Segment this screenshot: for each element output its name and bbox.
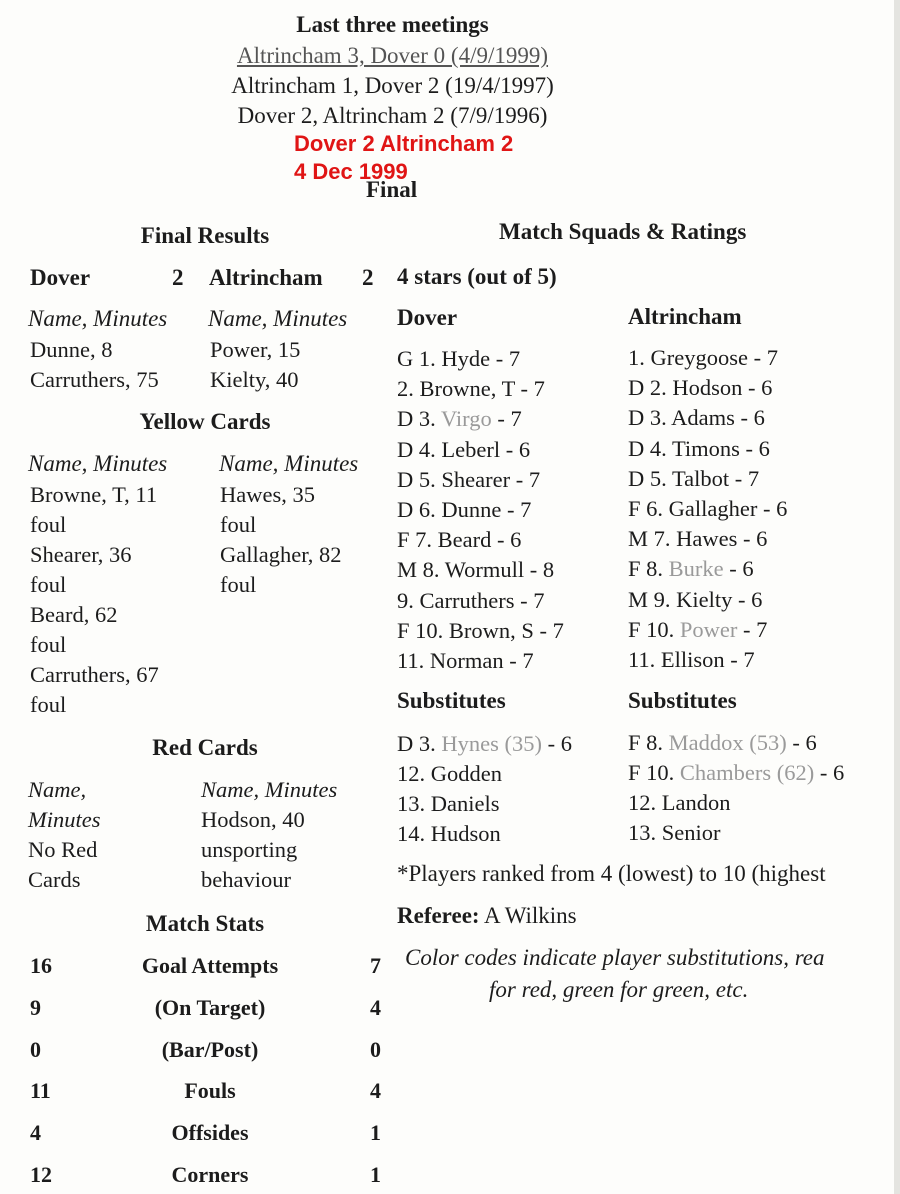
away-player: 1. Greygoose - 7 bbox=[628, 345, 778, 370]
star-rating: 4 stars (out of 5) bbox=[397, 264, 557, 289]
stat-away-value: 0 bbox=[370, 1037, 381, 1062]
yellow-home-item: foul bbox=[30, 692, 67, 717]
final-results-heading: Final Results bbox=[140, 223, 270, 248]
away-sub: 12. Landon bbox=[628, 790, 731, 815]
away-sub: F 10. Chambers (62) - 6 bbox=[628, 760, 845, 785]
home-subs-heading: Substitutes bbox=[397, 688, 506, 713]
yellow-away-header: Name, Minutes bbox=[219, 451, 359, 476]
stat-label: Offsides bbox=[171, 1120, 249, 1145]
away-player: 11. Ellison - 7 bbox=[628, 646, 755, 672]
red-home-header: Name, bbox=[28, 777, 87, 802]
stat-label: (Bar/Post) bbox=[161, 1037, 259, 1062]
red-cards-heading: Red Cards bbox=[152, 735, 258, 760]
red-away-header: Name, Minutes bbox=[201, 777, 338, 802]
yellow-home-item: foul bbox=[30, 572, 67, 597]
away-player: D 4. Timons - 6 bbox=[628, 435, 770, 461]
home-player: 9. Carruthers - 7 bbox=[397, 587, 545, 613]
home-goals-header: Name, Minutes bbox=[28, 306, 168, 331]
away-player: F 10. Power - 7 bbox=[628, 616, 768, 642]
stat-home-value: 0 bbox=[30, 1037, 41, 1062]
status-final: Final bbox=[366, 177, 418, 202]
home-player: 2. Browne, T - 7 bbox=[397, 376, 545, 402]
away-player: D 3. Adams - 6 bbox=[628, 405, 765, 431]
squads-heading: Match Squads & Ratings bbox=[499, 219, 747, 244]
handwritten-date: 4 Dec 1999 bbox=[294, 159, 408, 184]
stat-home-value: 16 bbox=[30, 953, 52, 978]
red-home-item: Cards bbox=[28, 867, 81, 892]
stat-label: Corners bbox=[171, 1162, 249, 1187]
meeting-1: Altrincham 3, Dover 0 (4/9/1999) bbox=[236, 43, 549, 68]
yellow-home-item: Beard, 62 bbox=[30, 602, 118, 627]
yellow-away-item: foul bbox=[220, 572, 257, 597]
home-player: F 7. Beard - 6 bbox=[397, 527, 522, 553]
referee-label: Referee: bbox=[397, 903, 480, 928]
red-away-item: Hodson, 40 bbox=[201, 807, 305, 832]
away-squad-list bbox=[628, 343, 787, 675]
stat-label: (On Target) bbox=[154, 995, 266, 1020]
home-team: Dover bbox=[30, 265, 91, 290]
stat-home-value: 12 bbox=[30, 1162, 52, 1187]
color-note-line-2: for red, green for green, etc. bbox=[489, 977, 749, 1002]
page-edge bbox=[894, 0, 900, 1194]
meeting-3: Dover 2, Altrincham 2 (7/9/1996) bbox=[237, 103, 548, 128]
stat-away-value: 4 bbox=[370, 995, 381, 1020]
home-player: 11. Norman - 7 bbox=[397, 647, 534, 673]
meeting-2: Altrincham 1, Dover 2 (19/4/1997) bbox=[231, 73, 554, 98]
home-squad-heading: Dover bbox=[397, 305, 458, 330]
away-score: 2 bbox=[362, 265, 374, 290]
away-subs-heading: Substitutes bbox=[628, 688, 737, 713]
away-player: F 6. Gallagher - 6 bbox=[628, 495, 788, 521]
red-away-item: unsporting bbox=[201, 837, 298, 862]
away-sub: 13. Senior bbox=[628, 820, 721, 845]
stat-label: Goal Attempts bbox=[141, 953, 279, 978]
home-sub: 13. Daniels bbox=[397, 791, 500, 816]
yellow-home-item: Shearer, 36 bbox=[30, 542, 132, 567]
home-goal: Dunne, 8 bbox=[30, 337, 113, 362]
yellow-home-header: Name, Minutes bbox=[28, 451, 168, 476]
yellow-home-item: foul bbox=[30, 512, 67, 537]
away-player: F 8. Burke - 6 bbox=[628, 556, 754, 582]
yellow-home-item: foul bbox=[30, 632, 67, 657]
yellow-home-item: Browne, T, 11 bbox=[30, 482, 158, 507]
color-note-line-1: Color codes indicate player substitutions, rea bbox=[405, 945, 825, 970]
stat-away-value: 1 bbox=[370, 1120, 381, 1145]
home-sub: 14. Hudson bbox=[397, 821, 501, 846]
away-player: M 9. Kielty - 6 bbox=[628, 586, 763, 612]
home-player: M 8. Wormull - 8 bbox=[397, 557, 555, 583]
home-player: D 6. Dunne - 7 bbox=[397, 496, 532, 522]
away-sub: F 8. Maddox (53) - 6 bbox=[628, 730, 817, 755]
home-player: D 3. Virgo - 7 bbox=[397, 406, 522, 432]
home-sub: D 3. Hynes (35) - 6 bbox=[397, 731, 572, 756]
away-goals-list bbox=[210, 335, 300, 395]
red-home-list bbox=[28, 775, 101, 895]
home-subs-list bbox=[397, 729, 572, 849]
stat-label: Fouls bbox=[184, 1078, 236, 1103]
yellow-away-item: foul bbox=[220, 512, 257, 537]
home-sub: 12. Godden bbox=[397, 761, 502, 786]
away-team: Altrincham bbox=[209, 265, 323, 290]
red-home-header: Minutes bbox=[28, 807, 101, 832]
home-player: D 5. Shearer - 7 bbox=[397, 466, 541, 492]
stat-away-value: 4 bbox=[370, 1078, 381, 1103]
red-away-list bbox=[201, 775, 337, 895]
yellow-away-item: Hawes, 35 bbox=[220, 482, 315, 507]
home-squad-list bbox=[397, 344, 564, 676]
handwritten-result: Dover 2 Altrincham 2 bbox=[294, 131, 514, 156]
away-subs-list bbox=[628, 728, 844, 848]
away-player: D 5. Talbot - 7 bbox=[628, 465, 760, 491]
stat-home-value: 4 bbox=[30, 1120, 41, 1145]
red-home-item: No Red bbox=[28, 837, 98, 862]
away-player: M 7. Hawes - 6 bbox=[628, 526, 768, 552]
home-goals-list bbox=[30, 335, 159, 395]
yellow-home-list bbox=[30, 480, 159, 720]
away-player: D 2. Hodson - 6 bbox=[628, 375, 773, 401]
page-title: Last three meetings bbox=[296, 12, 489, 37]
yellow-home-item: Carruthers, 67 bbox=[30, 662, 159, 687]
red-away-item: behaviour bbox=[201, 867, 291, 892]
referee-line bbox=[397, 903, 577, 929]
stat-away-value: 7 bbox=[370, 953, 381, 978]
home-player: G 1. Hyde - 7 bbox=[397, 346, 521, 371]
home-player: F 10. Brown, S - 7 bbox=[397, 617, 564, 643]
away-goal: Kielty, 40 bbox=[210, 367, 299, 392]
yellow-away-list bbox=[220, 480, 342, 600]
away-squad-heading: Altrincham bbox=[628, 304, 742, 329]
home-goal: Carruthers, 75 bbox=[30, 367, 159, 392]
referee-name: A Wilkins bbox=[479, 903, 577, 928]
away-goals-header: Name, Minutes bbox=[208, 306, 348, 331]
stat-home-value: 11 bbox=[30, 1078, 51, 1103]
stat-home-value: 9 bbox=[30, 995, 41, 1020]
away-goal: Power, 15 bbox=[210, 337, 301, 362]
home-player: D 4. Leberl - 6 bbox=[397, 436, 531, 462]
stat-away-value: 1 bbox=[370, 1162, 381, 1187]
match-stats-heading: Match Stats bbox=[145, 911, 265, 936]
yellow-cards-heading: Yellow Cards bbox=[139, 409, 271, 434]
home-score: 2 bbox=[172, 265, 184, 290]
rank-note: *Players ranked from 4 (lowest) to 10 (highest bbox=[397, 861, 826, 886]
yellow-away-item: Gallagher, 82 bbox=[220, 542, 342, 567]
